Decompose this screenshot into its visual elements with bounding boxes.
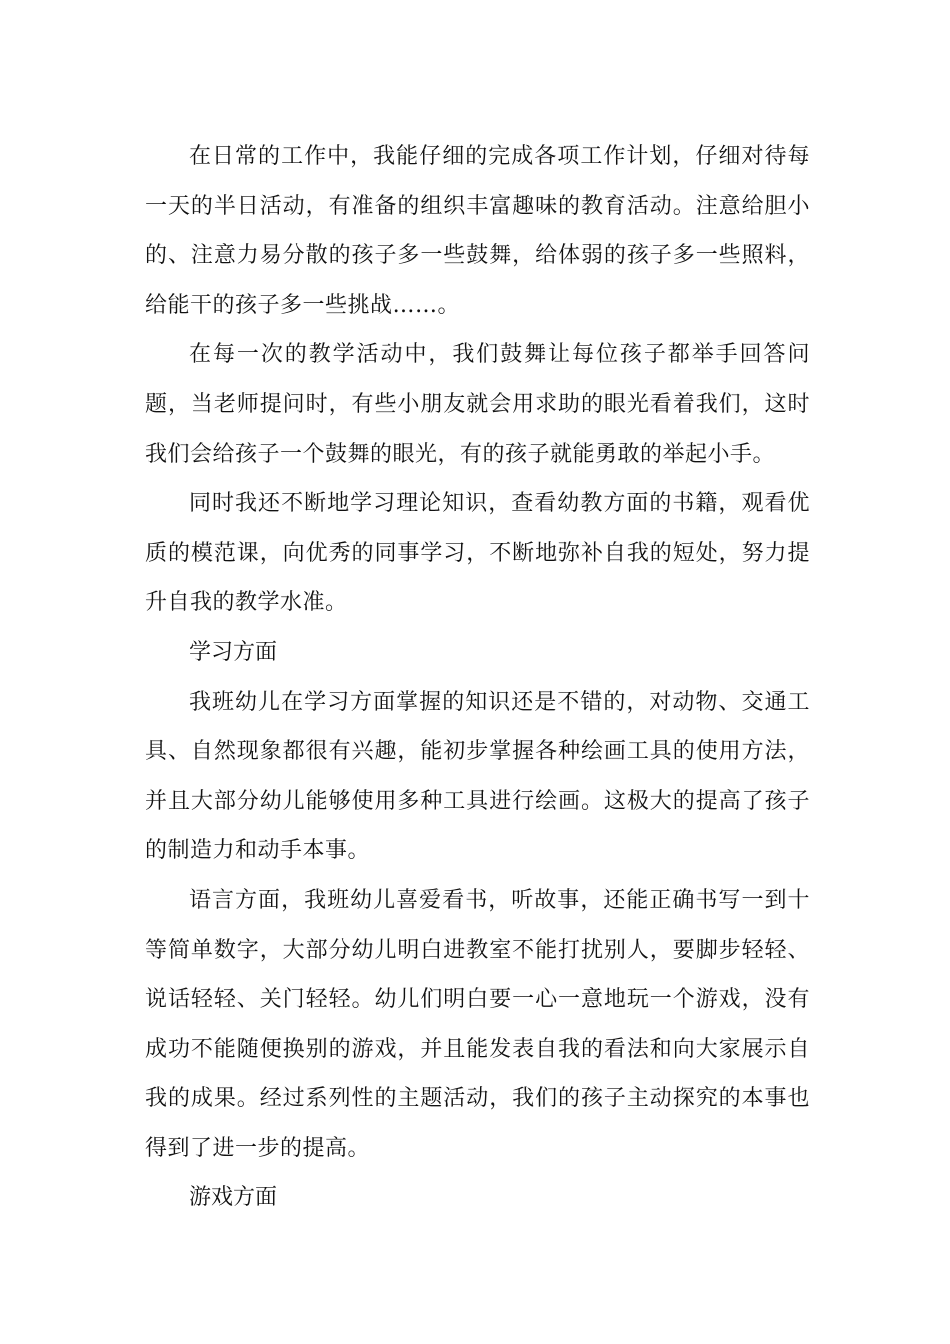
paragraph-self-study: 同时我还不断地学习理论知识，查看幼教方面的书籍，观看优质的模范课，向优秀的同事学习，不断地弥补自我的短处，努力提升自我的教学水准。 xyxy=(145,491,810,616)
document-body xyxy=(145,132,810,1223)
section-heading-learning: 学习方面 xyxy=(189,639,278,665)
paragraph-teaching-activities: 在每一次的教学活动中，我们鼓舞让每位孩子都举手回答问题，当老师提问时，有些小朋友就会用求助的眼光看着我们，这时我们会给孩子一个鼓舞的眼光，有的孩子就能勇敢的举起小手。 xyxy=(145,342,810,467)
paragraph-language: 语言方面，我班幼儿喜爱看书，听故事，还能正确书写一到十等简单数字，大部分幼儿明白进教室不能打扰别人，要脚步轻轻、说话轻轻、关门轻轻。幼儿们明白要一心一意地玩一个游戏，没有成功不能随便换别的游戏，并且能发表自我的看法和向大家展示自我的成果。经过系列性的主题活动，我们的孩子主动探究的本事也得到了进一步的提高。 xyxy=(145,887,810,1161)
section-heading-games: 游戏方面 xyxy=(189,1185,278,1211)
paragraph-learning: 我班幼儿在学习方面掌握的知识还是不错的，对动物、交通工具、自然现象都很有兴趣，能初步掌握各种绘画工具的使用方法，并且大部分幼儿能够使用多种工具进行绘画。这极大的提高了孩子的制造力和动手本事。 xyxy=(145,689,810,864)
paragraph-daily-work: 在日常的工作中，我能仔细的完成各项工作计划，仔细对待每一天的半日活动，有准备的组织丰富趣味的教育活动。注意给胆小的、注意力易分散的孩子多一些鼓舞，给体弱的孩子多一些照料，给能干的孩子多一些挑战……。 xyxy=(145,144,810,318)
